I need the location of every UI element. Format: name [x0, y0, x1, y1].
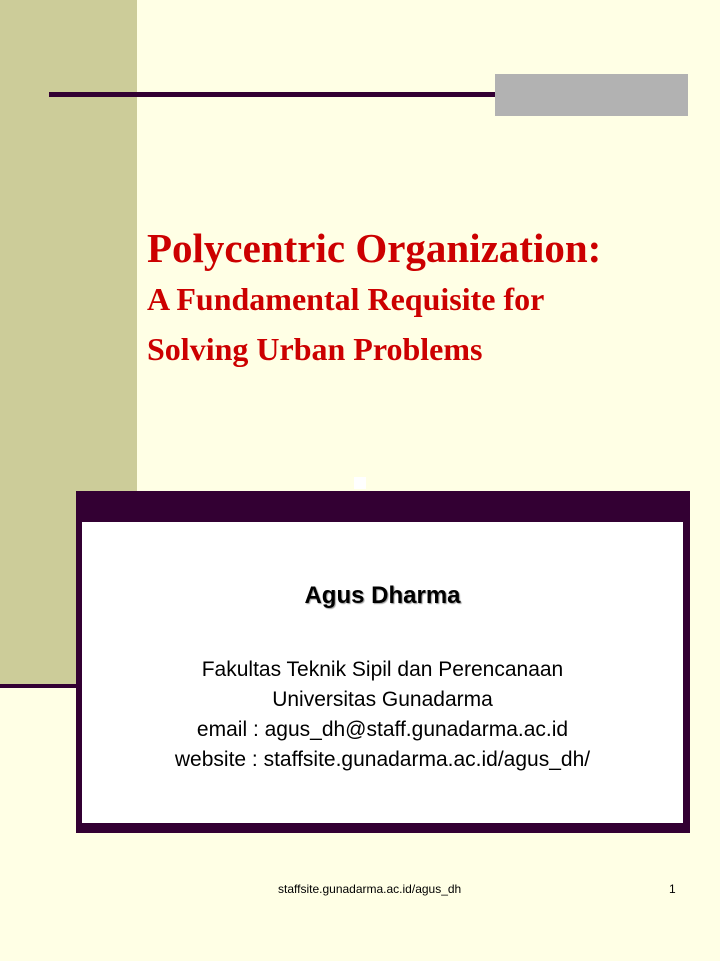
slide-title-block [147, 222, 707, 374]
gray-decorative-block [495, 74, 688, 116]
slide-title: Polycentric Organization: [147, 225, 602, 271]
affiliation-faculty: Fakultas Teknik Sipil dan Perencanaan [201, 658, 564, 681]
footer-url: staffsite.gunadarma.ac.id/agus_dh [278, 882, 462, 896]
slide-subtitle-line-2: Solving Urban Problems [147, 331, 483, 367]
slide-footer [0, 882, 720, 902]
page-number: 1 [669, 882, 676, 896]
affiliation-website: website : staffsite.gunadarma.ac.id/agus_dh/ [174, 748, 591, 771]
affiliation-email: email : agus_dh@staff.gunadarma.ac.id [196, 718, 569, 741]
decorative-dot [354, 477, 366, 489]
author-name: Agus Dharma [304, 582, 461, 609]
affiliation-block [82, 655, 683, 775]
affiliation-university: Universitas Gunadarma [272, 688, 493, 711]
left-band-rule [0, 684, 80, 688]
slide-subtitle-line-1: A Fundamental Requisite for [147, 281, 545, 317]
